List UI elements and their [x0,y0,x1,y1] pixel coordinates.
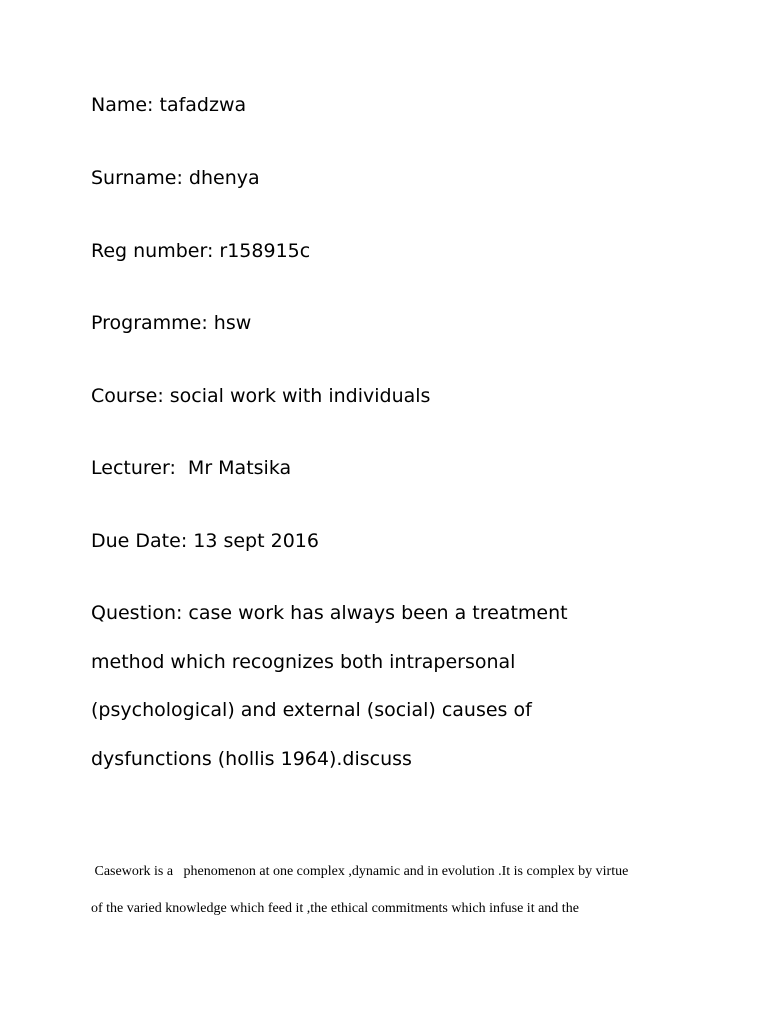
due-date-field: Due Date: 13 sept 2016 [91,530,319,552]
name-field: Name: tafadzwa [91,94,247,116]
body-line: of the varied knowledge which feed it ,the ethical commitments which infuse it and the [91,901,579,916]
programme-field: Programme: hsw [91,312,252,334]
question-line: method which recognizes both intrapersonal [91,650,516,673]
essay-body [91,862,731,936]
question-line: (psychological) and external (social) causes of [91,699,532,721]
surname-field: Surname: dhenya [91,167,260,189]
question-block [91,600,731,794]
body-line: Casework is a phenomenon at one complex ,dynamic and in evolution .It is complex by virtue [91,864,629,879]
reg-number-field: Reg number: r158915c [91,240,311,262]
question-line: Question: case work has always been a treatment [91,602,568,624]
question-line: dysfunctions (hollis 1964).discuss [91,747,412,770]
lecturer-field: Lecturer: Mr Matsika [91,457,292,479]
course-field: Course: social work with individuals [91,385,431,407]
